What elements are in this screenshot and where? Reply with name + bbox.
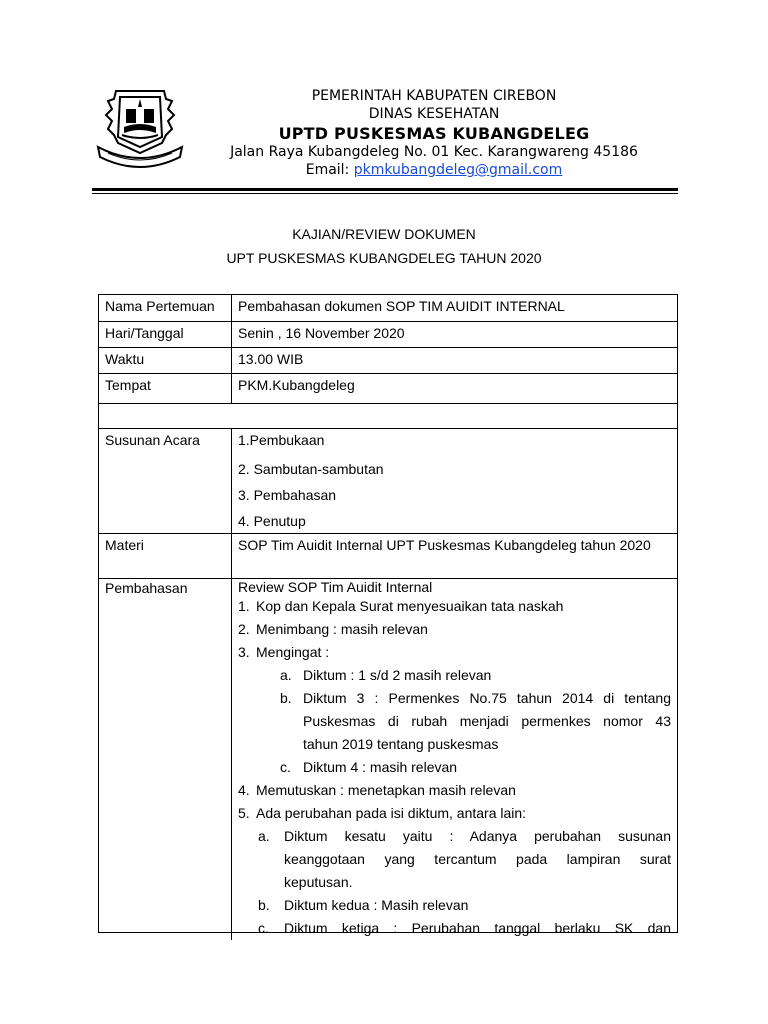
header-rule-thick <box>92 188 678 191</box>
table-row <box>99 579 677 940</box>
list-item: a. Diktum : 1 s/d 2 masih relevan <box>280 667 492 683</box>
pembahasan-intro: Review SOP Tim Auidit Internal <box>238 579 433 595</box>
tempat-value: PKM.Kubangdeleg <box>238 377 355 393</box>
header-government: PEMERINTAH KABUPATEN CIREBON <box>311 88 557 104</box>
table-row-empty <box>99 404 677 429</box>
table-row <box>99 295 677 322</box>
materi-label: Materi <box>99 534 232 578</box>
list-item: c. Diktum ketiga : Perubahan tanggal berlaku SK dan <box>258 920 671 936</box>
nama-value: Pembahasan dokumen SOP TIM AUIDIT INTERNAL <box>238 298 565 314</box>
header-department: DINAS KESEHATAN <box>368 106 500 122</box>
nama-label: Nama Pertemuan <box>99 295 232 321</box>
list-item: 5. Ada perubahan pada isi diktum, antara lain: <box>238 805 527 821</box>
list-item: 4. Penutup <box>238 513 306 529</box>
list-item: c. Diktum 4 : masih relevan <box>280 759 458 775</box>
document-title: KAJIAN/REVIEW DOKUMEN <box>292 226 476 242</box>
table-row <box>99 322 677 348</box>
review-table <box>98 294 678 936</box>
list-item: 1. Kop dan Kepala Surat menyesuaikan tata naskah <box>238 598 564 614</box>
header-rule-thin <box>92 193 678 194</box>
hari-value: Senin , 16 November 2020 <box>238 325 405 341</box>
tempat-label: Tempat <box>99 374 232 403</box>
table-row <box>99 348 677 374</box>
list-item: 1.Pembukaan <box>238 432 325 448</box>
hari-label: Hari/Tanggal <box>99 322 232 347</box>
cirebon-emblem-logo <box>96 87 184 175</box>
header-email-line <box>200 162 668 178</box>
header-address: Jalan Raya Kubangdeleg No. 01 Kec. Karangwareng 45186 <box>230 144 638 160</box>
email-label: Email: <box>305 162 354 178</box>
waktu-label: Waktu <box>99 348 232 373</box>
pembahasan-body <box>232 579 677 940</box>
waktu-value: 13.00 WIB <box>238 351 304 367</box>
list-item: 4. Memutuskan : menetapkan masih relevan <box>238 782 516 798</box>
table-row <box>99 374 677 404</box>
list-item: 2. Sambutan-sambutan <box>238 461 384 477</box>
materi-value: SOP Tim Auidit Internal UPT Puskesmas Kubangdeleg tahun 2020 <box>238 537 651 553</box>
list-item: b. Diktum kedua : Masih relevan <box>258 897 469 913</box>
table-row <box>99 429 677 534</box>
list-item: 3. Pembahasan <box>238 487 337 503</box>
pembahasan-label: Pembahasan <box>99 579 232 940</box>
list-item: 2. Menimbang : masih relevan <box>238 621 428 637</box>
list-item: b. Diktum 3 : Permenkes No.75 tahun 2014 di tentang Puskesmas di rubah menjadi permenkes nomor 43 tahun 2019 tentang puskesmas <box>280 690 671 752</box>
document-subtitle: UPT PUSKESMAS KUBANGDELEG TAHUN 2020 <box>226 250 542 266</box>
acara-list <box>232 429 677 533</box>
table-row <box>99 534 677 579</box>
email-link[interactable]: pkmkubangdeleg@gmail.com <box>353 162 563 178</box>
list-item: 3. Mengingat : <box>238 644 330 660</box>
list-item: a. Diktum kesatu yaitu : Adanya perubahan susunan keanggotaan yang tercantum pada lampiran surat keputusan. <box>258 828 671 890</box>
acara-label: Susunan Acara <box>99 429 232 533</box>
header-institution: UPTD PUSKESMAS KUBANGDELEG <box>278 124 590 143</box>
